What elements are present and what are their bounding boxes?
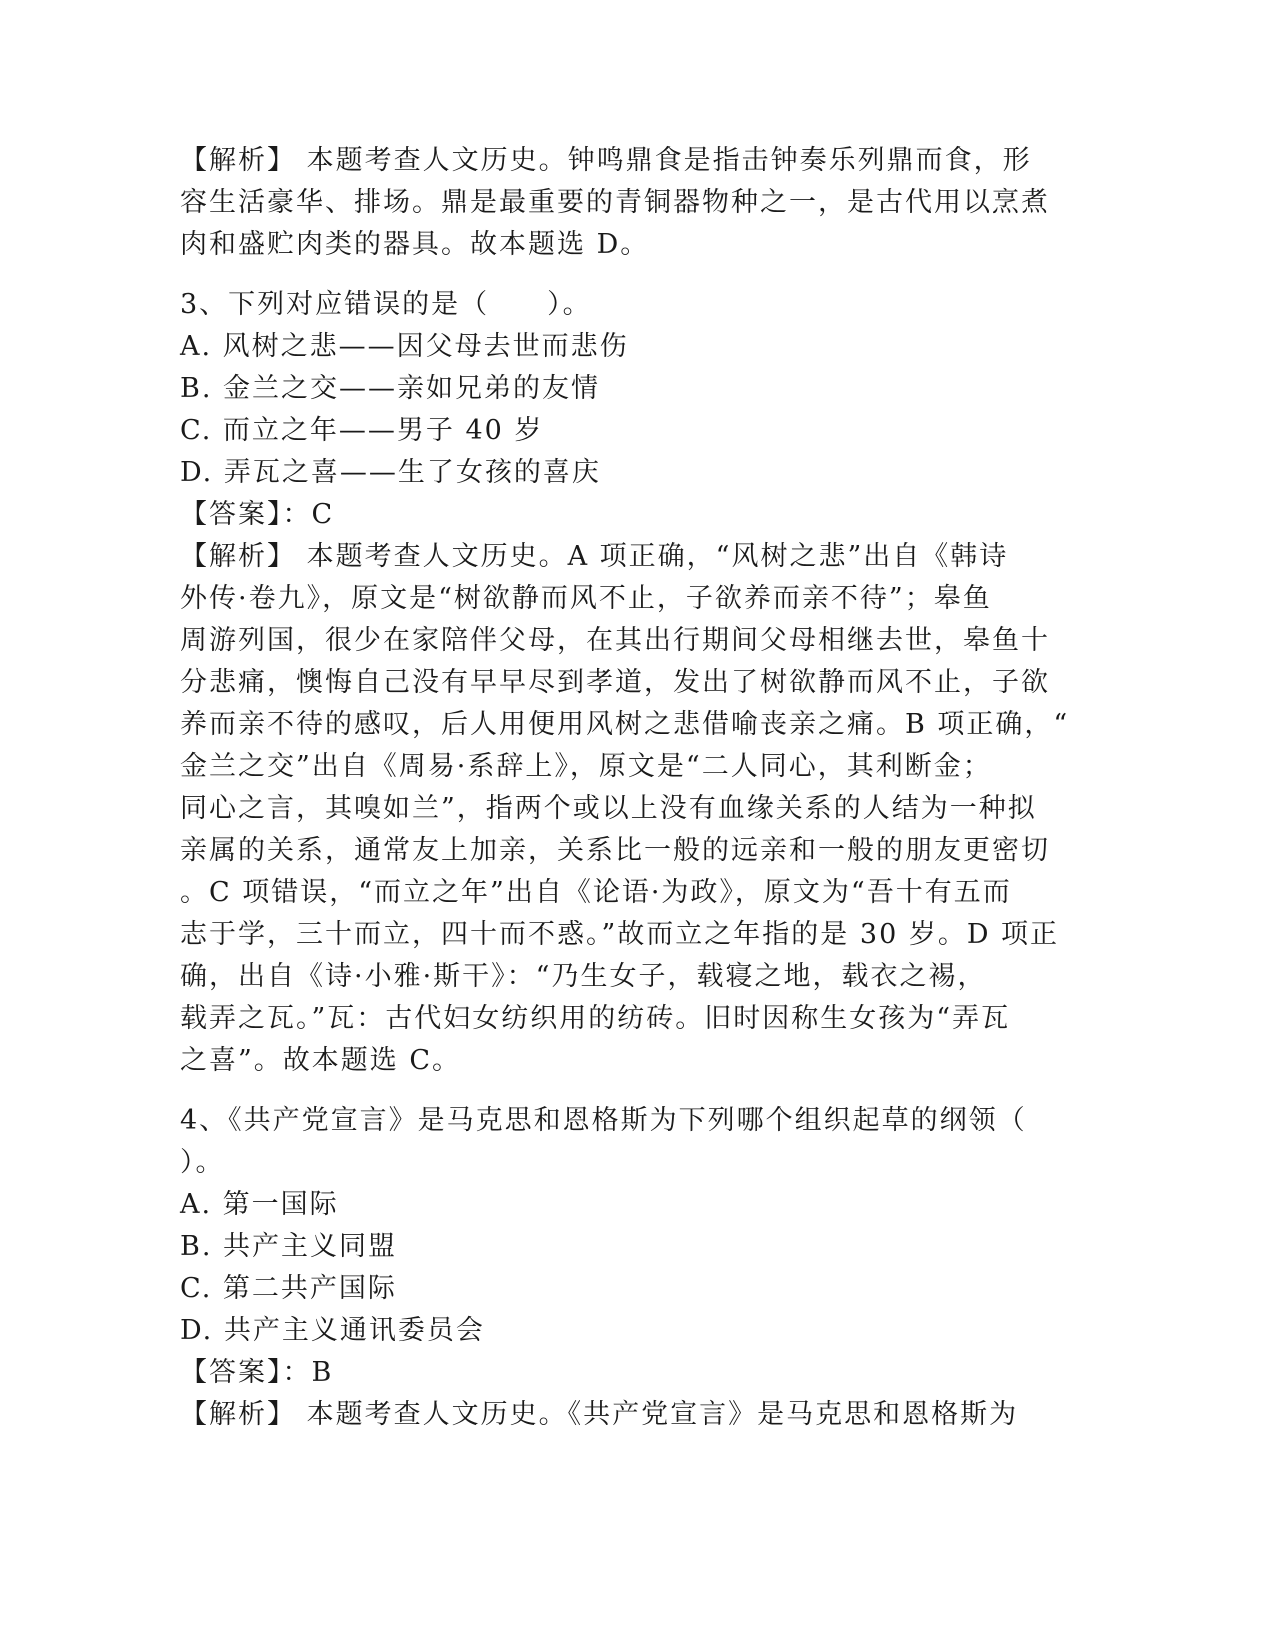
spacer bbox=[180, 266, 1030, 284]
explanation-line: 确，出自《诗·小雅·斯干》：“乃生女子，载寝之地，载衣之裼， bbox=[180, 961, 987, 992]
option-c: C. 第二共产国际 bbox=[180, 1273, 397, 1304]
text-line: 容生活豪华、排场。鼎是最重要的青铜器物种之一，是古代用以烹煮 bbox=[180, 187, 1050, 218]
option-a: A. 风树之悲——因父母去世而悲伤 bbox=[180, 331, 629, 362]
option-d: D. 弄瓦之喜——生了女孩的喜庆 bbox=[180, 457, 601, 488]
explanation-line: 载弄之瓦。”瓦：古代妇女纺织用的纺砖。旧时因称生女孩为“弄瓦 bbox=[180, 1003, 1011, 1034]
document-page bbox=[180, 140, 1070, 1436]
explanation-q2 bbox=[180, 140, 1050, 266]
question-stem: 4、《共产党宣言》是马克思和恩格斯为下列哪个组织起草的纲领（ bbox=[180, 1105, 1027, 1136]
explanation-line: 【解析】 本题考查人文历史。《共产党宣言》是马克思和恩格斯为 bbox=[180, 1399, 1019, 1430]
option-b: B. 共产主义同盟 bbox=[180, 1231, 398, 1262]
text-line: 【解析】 本题考查人文历史。钟鸣鼎食是指击钟奏乐列鼎而食，形 bbox=[180, 145, 1032, 176]
explanation-line: 周游列国，很少在家陪伴父母，在其出行期间父母相继去世，皋鱼十 bbox=[180, 625, 1050, 656]
spacer bbox=[180, 1082, 1030, 1100]
explanation-line: 养而亲不待的感叹，后人用便用风树之悲借喻丧亲之痛。B 项正确，“ bbox=[180, 709, 1070, 740]
explanation-line: 分悲痛，懊悔自己没有早早尽到孝道，发出了树欲静而风不止，子欲 bbox=[180, 667, 1050, 698]
question-stem: 3、下列对应错误的是（ ）。 bbox=[180, 289, 592, 320]
question-stem: ）。 bbox=[180, 1147, 225, 1178]
explanation-line: 。C 项错误，“而立之年”出自《论语·为政》，原文为“吾十有五而 bbox=[180, 877, 1012, 908]
question-3 bbox=[180, 284, 1070, 1082]
option-b: B. 金兰之交——亲如兄弟的友情 bbox=[180, 373, 601, 404]
option-d: D. 共产主义通讯委员会 bbox=[180, 1315, 485, 1346]
option-c: C. 而立之年——男子 40 岁 bbox=[180, 415, 544, 446]
question-4 bbox=[180, 1100, 1030, 1436]
explanation-line: 亲属的关系，通常友上加亲，关系比一般的远亲和一般的朋友更密切 bbox=[180, 835, 1050, 866]
explanation-line: 之喜”。故本题选 C。 bbox=[180, 1045, 462, 1076]
text-line: 肉和盛贮肉类的器具。故本题选 D。 bbox=[180, 229, 650, 260]
explanation-line: 【解析】 本题考查人文历史。A 项正确，“风树之悲”出自《韩诗 bbox=[180, 541, 1009, 572]
answer-line: 【答案】：B bbox=[180, 1357, 334, 1388]
explanation-line: 志于学，三十而立，四十而不惑。”故而立之年指的是 30 岁。D 项正 bbox=[180, 919, 1060, 950]
explanation-line: 同心之言，其嗅如兰”，指两个或以上没有血缘关系的人结为一种拟 bbox=[180, 793, 1037, 824]
explanation-line: 外传·卷九》，原文是“树欲静而风不止，子欲养而亲不待”；皋鱼 bbox=[180, 583, 992, 614]
explanation-line: 金兰之交”出自《周易·系辞上》，原文是“二人同心，其利断金； bbox=[180, 751, 992, 782]
answer-line: 【答案】：C bbox=[180, 499, 335, 530]
option-a: A. 第一国际 bbox=[180, 1189, 339, 1220]
